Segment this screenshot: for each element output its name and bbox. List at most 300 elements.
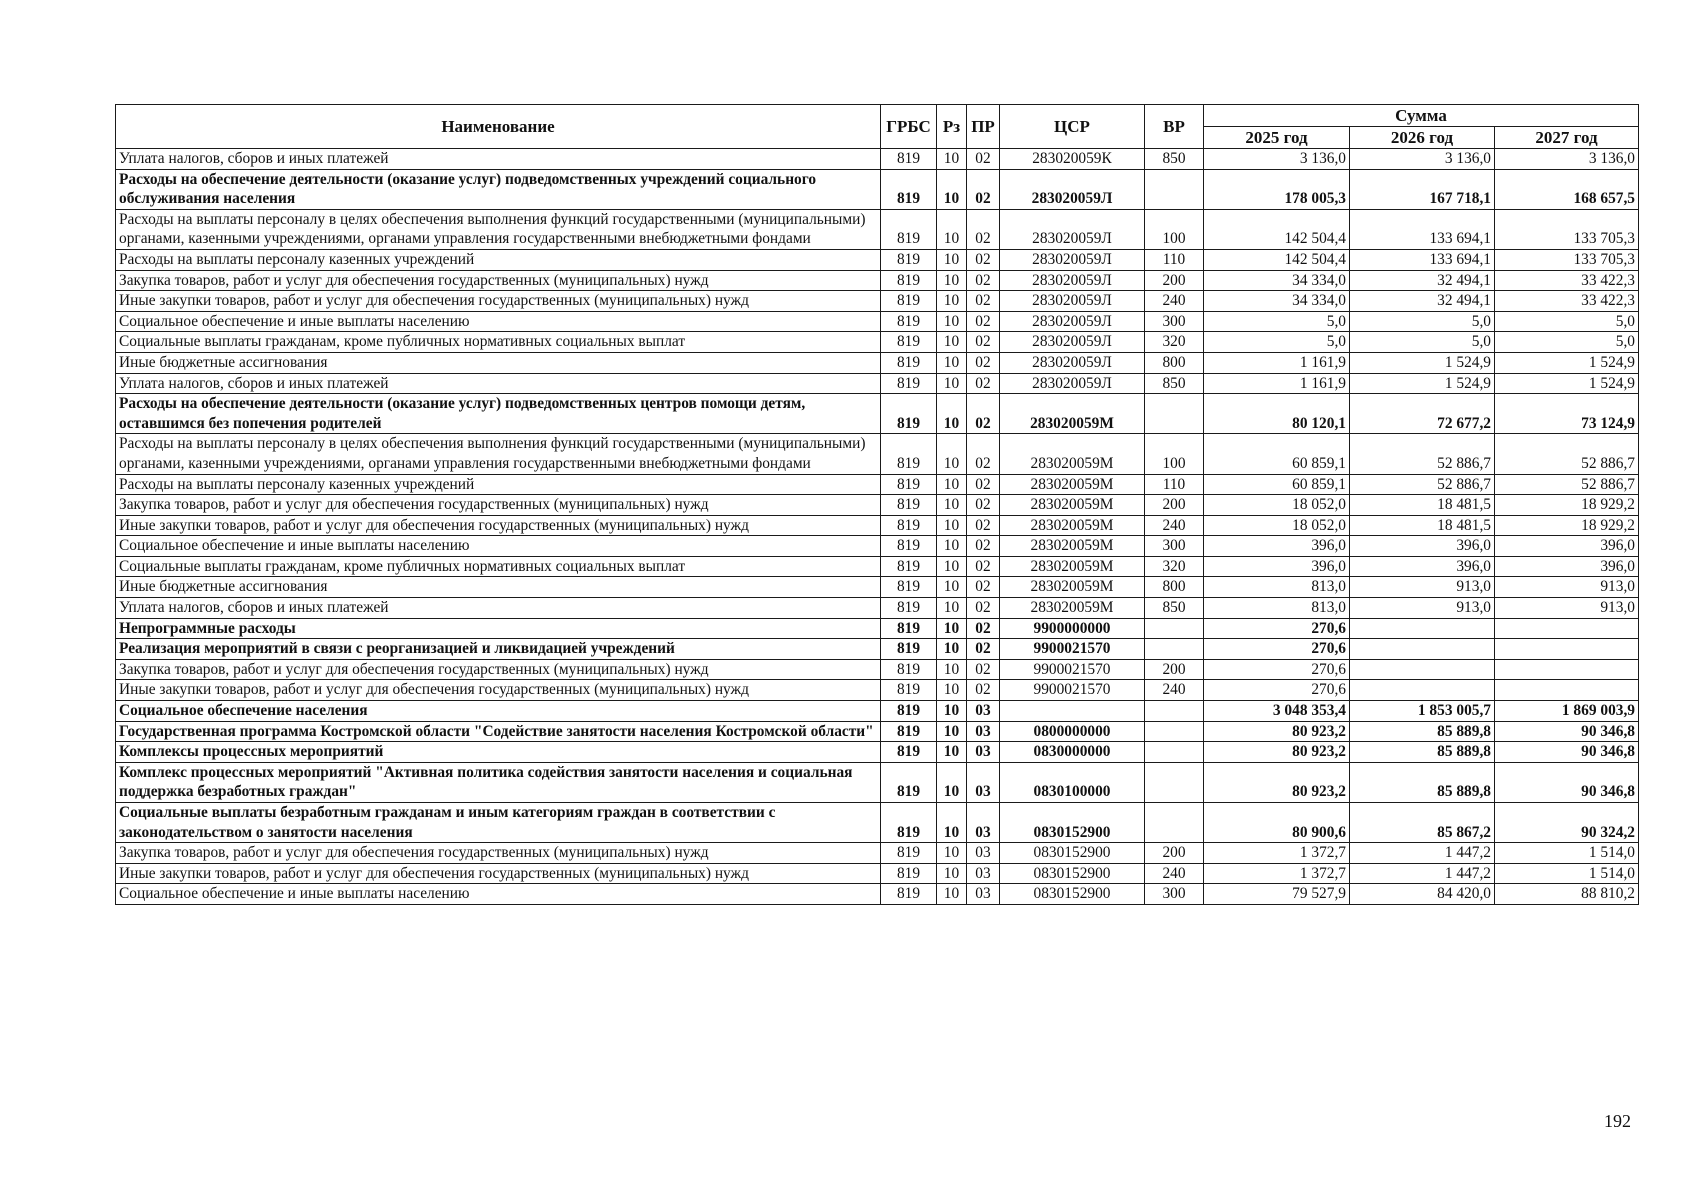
cell-2025: 80 900,6 xyxy=(1204,803,1350,843)
cell-csr xyxy=(1000,701,1145,722)
cell-grbs: 819 xyxy=(881,742,937,763)
cell-name: Расходы на обеспечение деятельности (оказание услуг) подведомственных учреждений социального обслуживания населения xyxy=(116,169,881,209)
cell-2026 xyxy=(1350,659,1495,680)
table-row xyxy=(116,577,1639,598)
cell-2025: 34 334,0 xyxy=(1204,291,1350,312)
budget-sheet xyxy=(115,104,1638,905)
cell-vr xyxy=(1145,742,1204,763)
cell-2027: 52 886,7 xyxy=(1495,474,1639,495)
cell-2026: 1 447,2 xyxy=(1350,863,1495,884)
cell-vr: 110 xyxy=(1145,249,1204,270)
cell-csr: 283020059Л xyxy=(1000,249,1145,270)
table-row xyxy=(116,169,1639,209)
cell-pr: 03 xyxy=(967,803,1000,843)
cell-csr: 283020059Л xyxy=(1000,291,1145,312)
cell-2027 xyxy=(1495,680,1639,701)
cell-pr: 02 xyxy=(967,311,1000,332)
cell-name: Закупка товаров, работ и услуг для обеспечения государственных (муниципальных) нужд xyxy=(116,270,881,291)
table-row xyxy=(116,495,1639,516)
cell-name: Расходы на выплаты персоналу казенных учреждений xyxy=(116,474,881,495)
cell-csr: 9900021570 xyxy=(1000,680,1145,701)
cell-csr: 283020059Л xyxy=(1000,311,1145,332)
cell-2025: 1 372,7 xyxy=(1204,863,1350,884)
cell-csr: 283020059М xyxy=(1000,434,1145,474)
cell-pr: 03 xyxy=(967,762,1000,802)
cell-rz: 10 xyxy=(937,721,967,742)
budget-table xyxy=(115,104,1639,905)
cell-pr: 02 xyxy=(967,209,1000,249)
table-row xyxy=(116,209,1639,249)
cell-vr: 100 xyxy=(1145,209,1204,249)
cell-grbs: 819 xyxy=(881,209,937,249)
cell-rz: 10 xyxy=(937,803,967,843)
cell-rz: 10 xyxy=(937,884,967,905)
cell-rz: 10 xyxy=(937,332,967,353)
cell-pr: 02 xyxy=(967,352,1000,373)
page-number: 192 xyxy=(1604,1111,1631,1131)
cell-2026: 85 889,8 xyxy=(1350,742,1495,763)
table-header xyxy=(116,105,1639,149)
cell-name: Иные бюджетные ассигнования xyxy=(116,352,881,373)
cell-csr: 0830152900 xyxy=(1000,843,1145,864)
cell-grbs: 819 xyxy=(881,598,937,619)
cell-grbs: 819 xyxy=(881,270,937,291)
cell-grbs: 819 xyxy=(881,332,937,353)
cell-2026: 1 447,2 xyxy=(1350,843,1495,864)
cell-pr: 03 xyxy=(967,863,1000,884)
cell-csr: 283020059Л xyxy=(1000,270,1145,291)
cell-2025: 270,6 xyxy=(1204,680,1350,701)
cell-name: Социальное обеспечение населения xyxy=(116,701,881,722)
cell-2027: 90 346,8 xyxy=(1495,762,1639,802)
table-row xyxy=(116,863,1639,884)
cell-rz: 10 xyxy=(937,373,967,394)
cell-2027: 133 705,3 xyxy=(1495,249,1639,270)
cell-2027: 913,0 xyxy=(1495,577,1639,598)
table-row xyxy=(116,536,1639,557)
cell-csr: 283020059М xyxy=(1000,556,1145,577)
cell-csr: 0830152900 xyxy=(1000,803,1145,843)
cell-pr: 02 xyxy=(967,639,1000,660)
cell-2027: 1 514,0 xyxy=(1495,843,1639,864)
cell-grbs: 819 xyxy=(881,373,937,394)
cell-pr: 02 xyxy=(967,556,1000,577)
cell-2027: 88 810,2 xyxy=(1495,884,1639,905)
cell-2026: 52 886,7 xyxy=(1350,474,1495,495)
cell-pr: 02 xyxy=(967,270,1000,291)
cell-2026: 396,0 xyxy=(1350,556,1495,577)
table-body xyxy=(116,149,1639,905)
table-row xyxy=(116,639,1639,660)
table-row xyxy=(116,291,1639,312)
cell-name: Социальное обеспечение и иные выплаты населению xyxy=(116,884,881,905)
cell-grbs: 819 xyxy=(881,249,937,270)
table-row xyxy=(116,762,1639,802)
cell-2026: 913,0 xyxy=(1350,577,1495,598)
cell-rz: 10 xyxy=(937,149,967,170)
cell-2025: 18 052,0 xyxy=(1204,515,1350,536)
cell-2026 xyxy=(1350,639,1495,660)
cell-grbs: 819 xyxy=(881,311,937,332)
cell-vr xyxy=(1145,169,1204,209)
cell-2026: 167 718,1 xyxy=(1350,169,1495,209)
cell-vr: 240 xyxy=(1145,291,1204,312)
cell-2026: 5,0 xyxy=(1350,332,1495,353)
table-row xyxy=(116,474,1639,495)
cell-rz: 10 xyxy=(937,577,967,598)
cell-name: Государственная программа Костромской области "Содействие занятости населения Костромской области" xyxy=(116,721,881,742)
cell-2025: 5,0 xyxy=(1204,311,1350,332)
cell-2026: 3 136,0 xyxy=(1350,149,1495,170)
cell-name: Расходы на выплаты персоналу в целях обеспечения выполнения функций государственными (муниципальными) органами, казенными учреждениями, органами управления государственными внебюджетными фондами xyxy=(116,209,881,249)
header-sum: Сумма xyxy=(1204,105,1639,127)
cell-vr: 800 xyxy=(1145,352,1204,373)
cell-vr xyxy=(1145,701,1204,722)
cell-name: Закупка товаров, работ и услуг для обеспечения государственных (муниципальных) нужд xyxy=(116,843,881,864)
cell-grbs: 819 xyxy=(881,618,937,639)
cell-grbs: 819 xyxy=(881,762,937,802)
cell-vr xyxy=(1145,639,1204,660)
cell-2027: 1 524,9 xyxy=(1495,352,1639,373)
cell-csr: 283020059М xyxy=(1000,598,1145,619)
cell-2025: 270,6 xyxy=(1204,659,1350,680)
cell-vr: 320 xyxy=(1145,556,1204,577)
cell-grbs: 819 xyxy=(881,474,937,495)
cell-csr: 9900021570 xyxy=(1000,639,1145,660)
cell-csr: 283020059Л xyxy=(1000,169,1145,209)
cell-grbs: 819 xyxy=(881,639,937,660)
cell-2025: 813,0 xyxy=(1204,598,1350,619)
cell-2027: 5,0 xyxy=(1495,311,1639,332)
cell-2027 xyxy=(1495,618,1639,639)
cell-grbs: 819 xyxy=(881,884,937,905)
cell-name: Иные закупки товаров, работ и услуг для обеспечения государственных (муниципальных) нужд xyxy=(116,680,881,701)
cell-csr: 283020059М xyxy=(1000,536,1145,557)
cell-pr: 03 xyxy=(967,742,1000,763)
cell-rz: 10 xyxy=(937,291,967,312)
cell-rz: 10 xyxy=(937,434,967,474)
cell-vr: 200 xyxy=(1145,270,1204,291)
cell-pr: 02 xyxy=(967,536,1000,557)
cell-csr: 0800000000 xyxy=(1000,721,1145,742)
cell-2025: 79 527,9 xyxy=(1204,884,1350,905)
cell-rz: 10 xyxy=(937,742,967,763)
header-pr: ПР xyxy=(967,105,1000,149)
cell-grbs: 819 xyxy=(881,352,937,373)
cell-2026: 18 481,5 xyxy=(1350,495,1495,516)
table-row xyxy=(116,742,1639,763)
table-row xyxy=(116,701,1639,722)
cell-grbs: 819 xyxy=(881,659,937,680)
cell-grbs: 819 xyxy=(881,843,937,864)
cell-csr: 283020059М xyxy=(1000,577,1145,598)
cell-2027: 133 705,3 xyxy=(1495,209,1639,249)
cell-csr: 0830152900 xyxy=(1000,884,1145,905)
cell-csr: 0830000000 xyxy=(1000,742,1145,763)
cell-rz: 10 xyxy=(937,618,967,639)
cell-rz: 10 xyxy=(937,209,967,249)
cell-vr: 240 xyxy=(1145,515,1204,536)
cell-rz: 10 xyxy=(937,394,967,434)
cell-grbs: 819 xyxy=(881,149,937,170)
table-row xyxy=(116,598,1639,619)
cell-csr: 283020059К xyxy=(1000,149,1145,170)
cell-rz: 10 xyxy=(937,598,967,619)
cell-pr: 02 xyxy=(967,577,1000,598)
cell-2027: 52 886,7 xyxy=(1495,434,1639,474)
header-vr: ВР xyxy=(1145,105,1204,149)
cell-vr: 300 xyxy=(1145,536,1204,557)
table-row xyxy=(116,270,1639,291)
cell-rz: 10 xyxy=(937,311,967,332)
cell-grbs: 819 xyxy=(881,556,937,577)
cell-vr: 240 xyxy=(1145,680,1204,701)
cell-2027: 396,0 xyxy=(1495,536,1639,557)
cell-2026 xyxy=(1350,618,1495,639)
cell-2025: 5,0 xyxy=(1204,332,1350,353)
cell-vr: 300 xyxy=(1145,311,1204,332)
table-row xyxy=(116,352,1639,373)
cell-name: Уплата налогов, сборов и иных платежей xyxy=(116,598,881,619)
cell-vr: 850 xyxy=(1145,598,1204,619)
cell-2026: 396,0 xyxy=(1350,536,1495,557)
cell-rz: 10 xyxy=(937,352,967,373)
cell-2027: 73 124,9 xyxy=(1495,394,1639,434)
cell-2025: 1 372,7 xyxy=(1204,843,1350,864)
table-row xyxy=(116,332,1639,353)
cell-vr: 850 xyxy=(1145,373,1204,394)
cell-csr: 0830100000 xyxy=(1000,762,1145,802)
cell-vr: 320 xyxy=(1145,332,1204,353)
cell-2025: 34 334,0 xyxy=(1204,270,1350,291)
cell-csr: 283020059Л xyxy=(1000,332,1145,353)
cell-rz: 10 xyxy=(937,169,967,209)
cell-csr: 9900021570 xyxy=(1000,659,1145,680)
cell-pr: 02 xyxy=(967,169,1000,209)
cell-name: Уплата налогов, сборов и иных платежей xyxy=(116,373,881,394)
cell-name: Социальное обеспечение и иные выплаты населению xyxy=(116,311,881,332)
table-row xyxy=(116,311,1639,332)
cell-2026: 133 694,1 xyxy=(1350,249,1495,270)
cell-grbs: 819 xyxy=(881,434,937,474)
header-rz: Рз xyxy=(937,105,967,149)
cell-pr: 02 xyxy=(967,373,1000,394)
cell-csr: 283020059Л xyxy=(1000,352,1145,373)
cell-vr xyxy=(1145,762,1204,802)
cell-2026: 1 524,9 xyxy=(1350,373,1495,394)
cell-2027: 913,0 xyxy=(1495,598,1639,619)
table-row xyxy=(116,556,1639,577)
cell-name: Расходы на выплаты персоналу в целях обеспечения выполнения функций государственными (муниципальными) органами, казенными учреждениями, органами управления государственными внебюджетными фондами xyxy=(116,434,881,474)
cell-2027: 33 422,3 xyxy=(1495,270,1639,291)
cell-2025: 1 161,9 xyxy=(1204,373,1350,394)
cell-pr: 02 xyxy=(967,394,1000,434)
header-year-2025: 2025 год xyxy=(1204,127,1350,149)
cell-grbs: 819 xyxy=(881,803,937,843)
cell-name: Уплата налогов, сборов и иных платежей xyxy=(116,149,881,170)
cell-vr: 300 xyxy=(1145,884,1204,905)
cell-pr: 03 xyxy=(967,884,1000,905)
cell-rz: 10 xyxy=(937,762,967,802)
cell-name: Расходы на обеспечение деятельности (оказание услуг) подведомственных центров помощи детям, оставшимся без попечения родителей xyxy=(116,394,881,434)
cell-pr: 02 xyxy=(967,434,1000,474)
cell-2025: 60 859,1 xyxy=(1204,474,1350,495)
cell-name: Иные бюджетные ассигнования xyxy=(116,577,881,598)
cell-grbs: 819 xyxy=(881,495,937,516)
cell-2025: 80 923,2 xyxy=(1204,721,1350,742)
cell-rz: 10 xyxy=(937,495,967,516)
cell-grbs: 819 xyxy=(881,721,937,742)
cell-csr: 283020059М xyxy=(1000,495,1145,516)
cell-rz: 10 xyxy=(937,863,967,884)
cell-vr xyxy=(1145,618,1204,639)
cell-grbs: 819 xyxy=(881,169,937,209)
cell-2025: 80 923,2 xyxy=(1204,742,1350,763)
table-row xyxy=(116,721,1639,742)
cell-2026: 52 886,7 xyxy=(1350,434,1495,474)
cell-2025: 1 161,9 xyxy=(1204,352,1350,373)
header-name: Наименование xyxy=(116,105,881,149)
cell-2027: 90 346,8 xyxy=(1495,721,1639,742)
cell-vr: 240 xyxy=(1145,863,1204,884)
header-year-2026: 2026 год xyxy=(1350,127,1495,149)
cell-2027: 1 514,0 xyxy=(1495,863,1639,884)
cell-2025: 80 923,2 xyxy=(1204,762,1350,802)
cell-csr: 283020059М xyxy=(1000,394,1145,434)
cell-pr: 02 xyxy=(967,515,1000,536)
cell-pr: 02 xyxy=(967,291,1000,312)
cell-pr: 02 xyxy=(967,149,1000,170)
cell-2025: 270,6 xyxy=(1204,639,1350,660)
table-row xyxy=(116,515,1639,536)
cell-csr: 283020059Л xyxy=(1000,209,1145,249)
cell-pr: 03 xyxy=(967,843,1000,864)
table-row xyxy=(116,843,1639,864)
cell-name: Иные закупки товаров, работ и услуг для обеспечения государственных (муниципальных) нужд xyxy=(116,291,881,312)
cell-grbs: 819 xyxy=(881,863,937,884)
cell-2025: 396,0 xyxy=(1204,536,1350,557)
table-row xyxy=(116,884,1639,905)
cell-rz: 10 xyxy=(937,701,967,722)
cell-rz: 10 xyxy=(937,474,967,495)
cell-pr: 02 xyxy=(967,474,1000,495)
cell-2025: 18 052,0 xyxy=(1204,495,1350,516)
cell-rz: 10 xyxy=(937,843,967,864)
cell-2027: 396,0 xyxy=(1495,556,1639,577)
cell-name: Расходы на выплаты персоналу казенных учреждений xyxy=(116,249,881,270)
cell-rz: 10 xyxy=(937,659,967,680)
cell-2027: 18 929,2 xyxy=(1495,515,1639,536)
cell-vr: 200 xyxy=(1145,659,1204,680)
cell-2026: 32 494,1 xyxy=(1350,270,1495,291)
cell-grbs: 819 xyxy=(881,291,937,312)
cell-vr: 100 xyxy=(1145,434,1204,474)
cell-name: Реализация мероприятий в связи с реорганизацией и ликвидацией учреждений xyxy=(116,639,881,660)
cell-grbs: 819 xyxy=(881,394,937,434)
table-row xyxy=(116,659,1639,680)
cell-2027: 90 324,2 xyxy=(1495,803,1639,843)
cell-name: Иные закупки товаров, работ и услуг для обеспечения государственных (муниципальных) нужд xyxy=(116,863,881,884)
cell-csr: 283020059Л xyxy=(1000,373,1145,394)
cell-2027: 3 136,0 xyxy=(1495,149,1639,170)
cell-2026: 84 420,0 xyxy=(1350,884,1495,905)
cell-pr: 02 xyxy=(967,618,1000,639)
cell-2027: 18 929,2 xyxy=(1495,495,1639,516)
cell-2027 xyxy=(1495,659,1639,680)
cell-rz: 10 xyxy=(937,556,967,577)
cell-2025: 142 504,4 xyxy=(1204,209,1350,249)
cell-2026: 133 694,1 xyxy=(1350,209,1495,249)
cell-pr: 02 xyxy=(967,598,1000,619)
cell-2025: 60 859,1 xyxy=(1204,434,1350,474)
cell-vr xyxy=(1145,394,1204,434)
header-year-2027: 2027 год xyxy=(1495,127,1639,149)
cell-rz: 10 xyxy=(937,249,967,270)
cell-pr: 02 xyxy=(967,680,1000,701)
cell-2027 xyxy=(1495,639,1639,660)
cell-pr: 03 xyxy=(967,701,1000,722)
header-csr: ЦСР xyxy=(1000,105,1145,149)
cell-2026: 32 494,1 xyxy=(1350,291,1495,312)
cell-vr: 200 xyxy=(1145,843,1204,864)
cell-vr xyxy=(1145,721,1204,742)
cell-rz: 10 xyxy=(937,680,967,701)
cell-rz: 10 xyxy=(937,536,967,557)
cell-name: Социальные выплаты безработным гражданам и иным категориям граждан в соответствии с законодательством о занятости населения xyxy=(116,803,881,843)
cell-vr xyxy=(1145,803,1204,843)
cell-csr: 9900000000 xyxy=(1000,618,1145,639)
cell-vr: 110 xyxy=(1145,474,1204,495)
header-grbs: ГРБС xyxy=(881,105,937,149)
cell-2027: 5,0 xyxy=(1495,332,1639,353)
cell-name: Закупка товаров, работ и услуг для обеспечения государственных (муниципальных) нужд xyxy=(116,659,881,680)
cell-grbs: 819 xyxy=(881,680,937,701)
table-row xyxy=(116,149,1639,170)
table-row xyxy=(116,803,1639,843)
cell-csr: 283020059М xyxy=(1000,474,1145,495)
cell-2026: 85 867,2 xyxy=(1350,803,1495,843)
cell-name: Социальное обеспечение и иные выплаты населению xyxy=(116,536,881,557)
cell-2025: 396,0 xyxy=(1204,556,1350,577)
cell-grbs: 819 xyxy=(881,701,937,722)
table-row xyxy=(116,394,1639,434)
cell-name: Комплекс процессных мероприятий "Активная политика содействия занятости населения и социальная поддержка безработных граждан" xyxy=(116,762,881,802)
cell-2026 xyxy=(1350,680,1495,701)
cell-name: Непрограммные расходы xyxy=(116,618,881,639)
cell-pr: 03 xyxy=(967,721,1000,742)
cell-2025: 3 136,0 xyxy=(1204,149,1350,170)
cell-2025: 178 005,3 xyxy=(1204,169,1350,209)
cell-name: Комплексы процессных мероприятий xyxy=(116,742,881,763)
cell-2025: 813,0 xyxy=(1204,577,1350,598)
cell-2027: 90 346,8 xyxy=(1495,742,1639,763)
table-row xyxy=(116,373,1639,394)
cell-2027: 1 869 003,9 xyxy=(1495,701,1639,722)
cell-pr: 02 xyxy=(967,659,1000,680)
cell-csr: 283020059М xyxy=(1000,515,1145,536)
table-row xyxy=(116,680,1639,701)
cell-csr: 0830152900 xyxy=(1000,863,1145,884)
cell-pr: 02 xyxy=(967,495,1000,516)
cell-2026: 18 481,5 xyxy=(1350,515,1495,536)
cell-2026: 913,0 xyxy=(1350,598,1495,619)
cell-2025: 3 048 353,4 xyxy=(1204,701,1350,722)
cell-pr: 02 xyxy=(967,249,1000,270)
cell-name: Социальные выплаты гражданам, кроме публичных нормативных социальных выплат xyxy=(116,556,881,577)
cell-grbs: 819 xyxy=(881,577,937,598)
cell-vr: 200 xyxy=(1145,495,1204,516)
cell-2025: 142 504,4 xyxy=(1204,249,1350,270)
